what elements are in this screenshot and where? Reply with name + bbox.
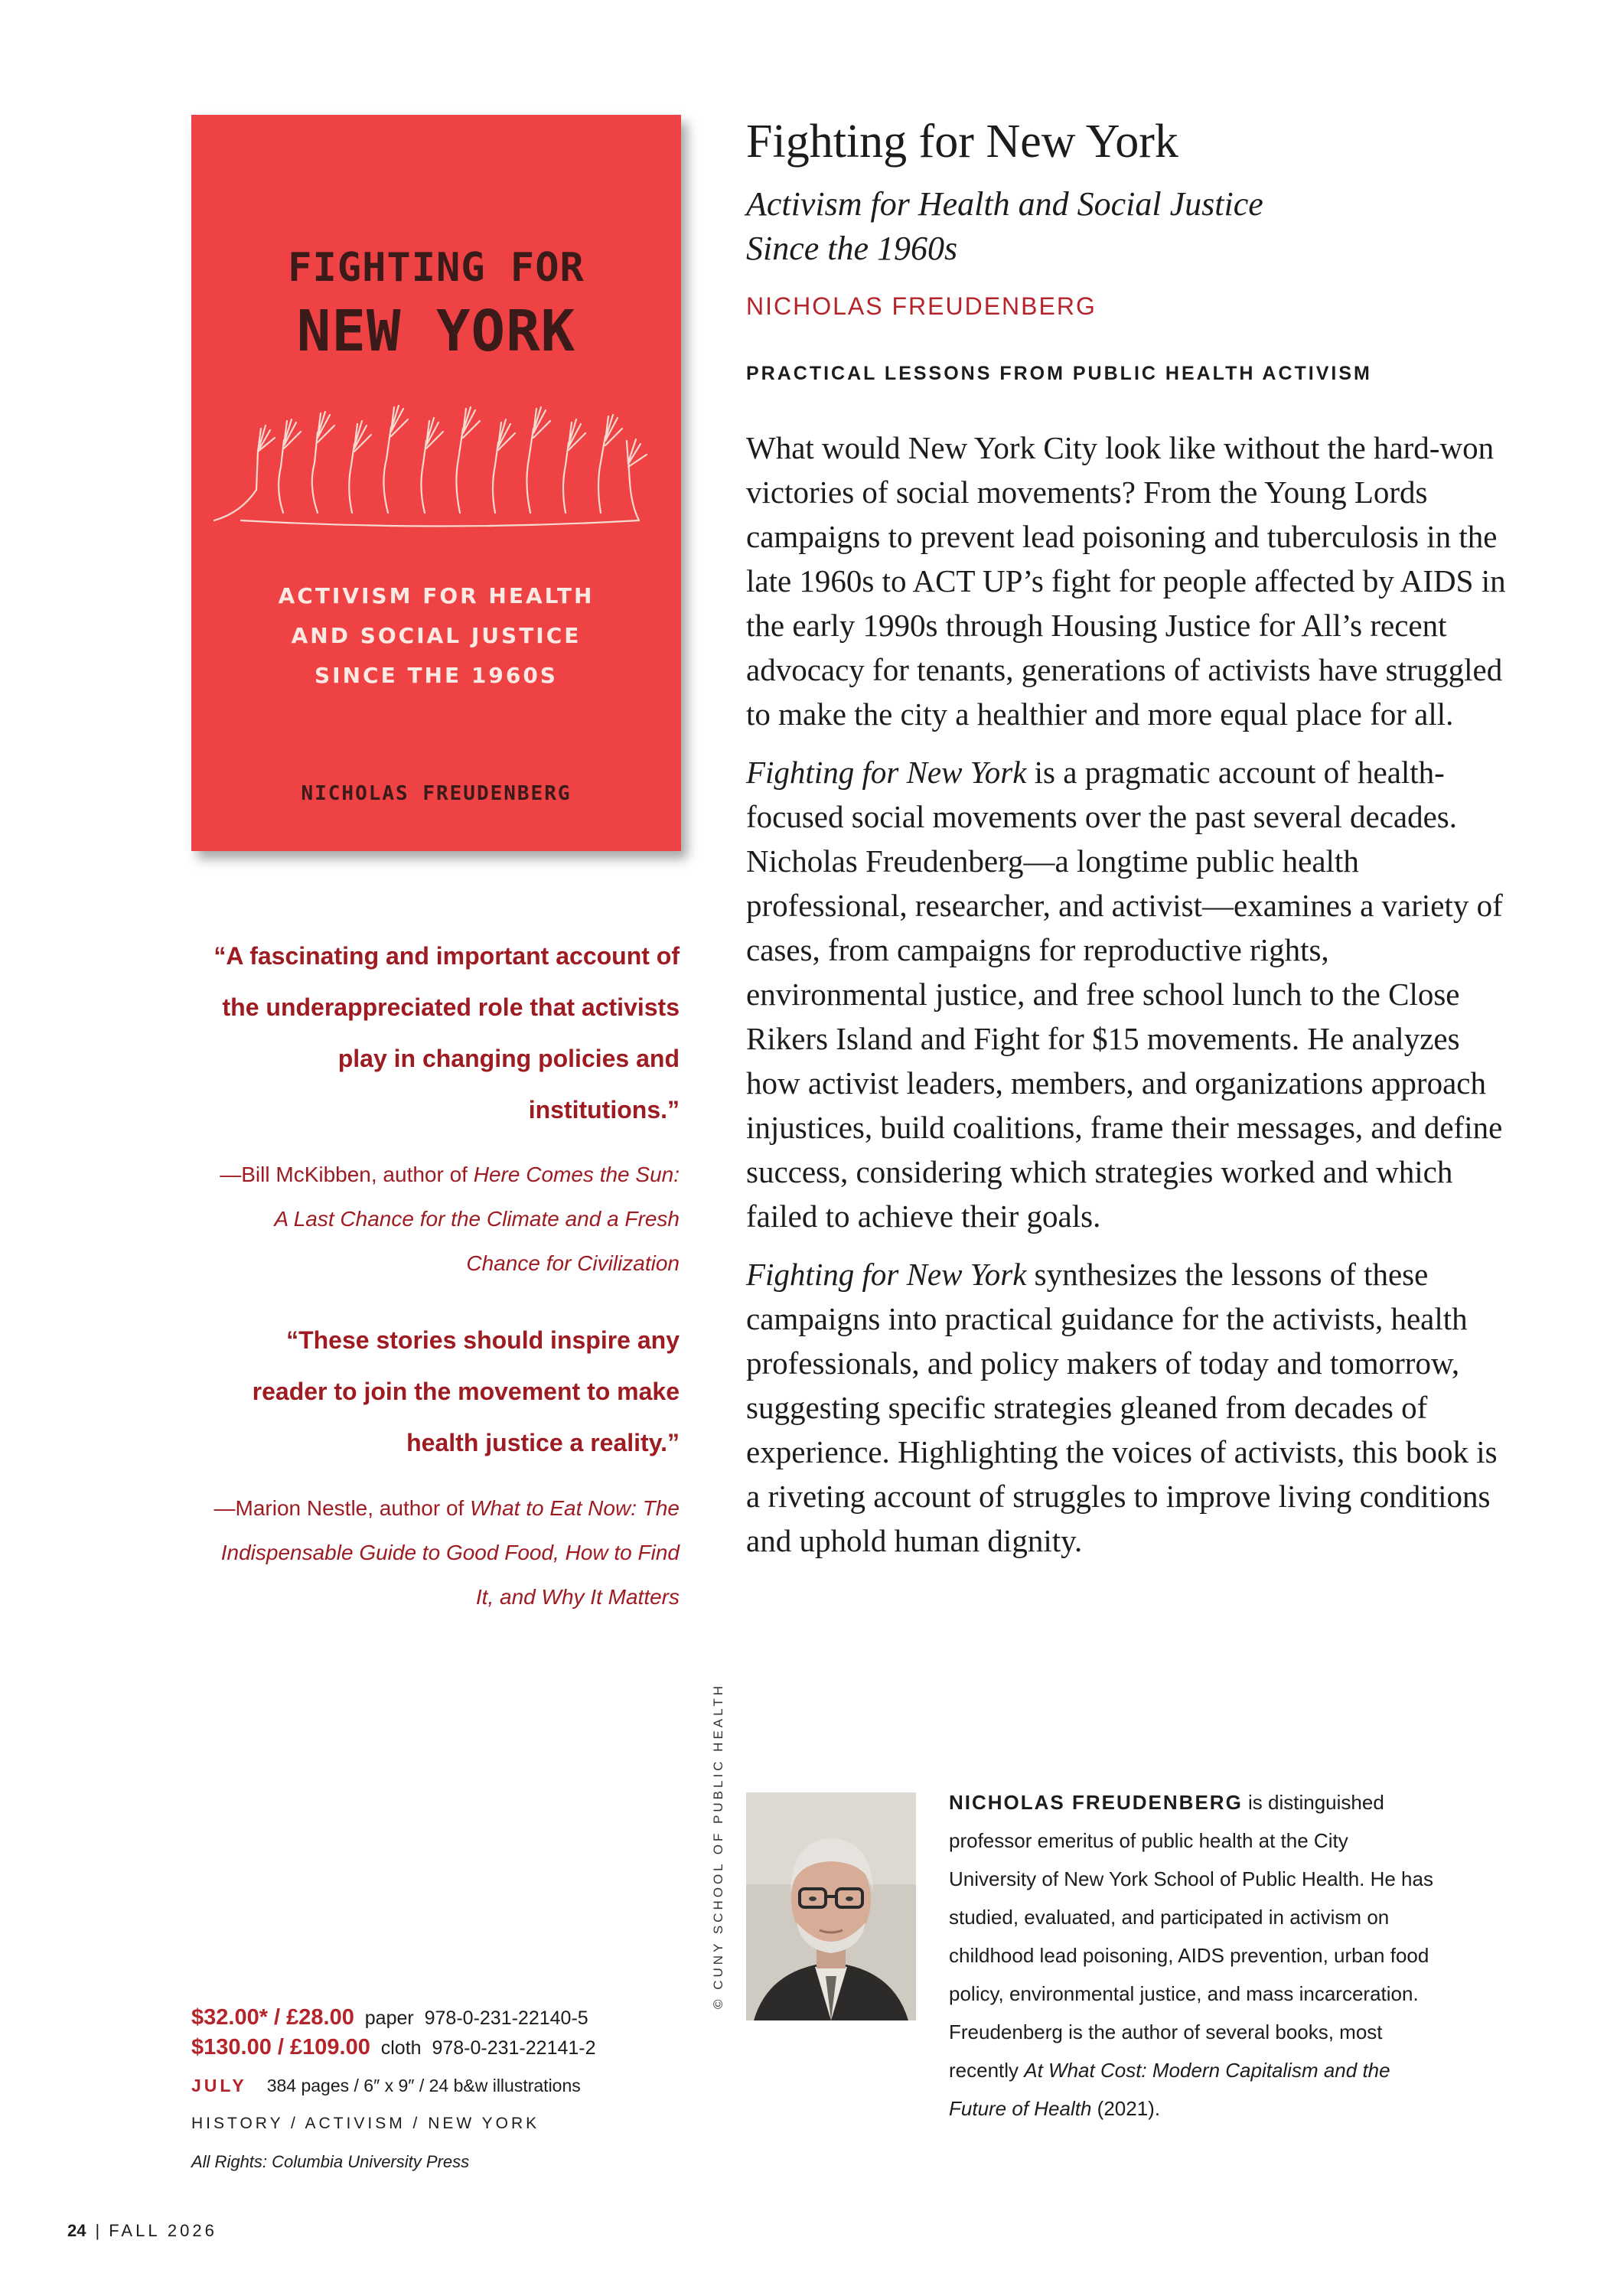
book-description bbox=[746, 426, 1511, 1577]
attribution-prefix: —Bill McKibben, author of bbox=[220, 1163, 474, 1186]
price-row-paper bbox=[191, 2005, 588, 2030]
footer-separator: | bbox=[95, 2221, 100, 2240]
cover-title-line2: NEW YORK bbox=[296, 298, 576, 364]
book-subtitle bbox=[746, 182, 1263, 271]
paper-label: paper bbox=[364, 2007, 414, 2029]
cloth-label: cloth bbox=[380, 2037, 422, 2059]
bio-recent-book: At What Cost: Modern Capitalism and the Future of Health bbox=[949, 2059, 1390, 2120]
paper-isbn: 978-0-231-22140-5 bbox=[424, 2007, 588, 2029]
page-number: 24 bbox=[67, 2221, 86, 2240]
cover-subtitle-line1: ACTIVISM FOR HEALTH bbox=[278, 583, 595, 608]
author-photo bbox=[746, 1792, 916, 2020]
subject-categories: HISTORY / ACTIVISM / NEW YORK bbox=[191, 2115, 540, 2132]
description-paragraph-3: Fighting for New York synthesizes the lessons of these campaigns into practical guidance for the activists, health professionals, and policy makers of today and tomorrow, suggesting specific strategies gleaned from decades of experience. Highlighting the voices of activists, this book is a riveting account of struggles to improve living conditions and uphold human dignity. bbox=[746, 1257, 1498, 1558]
book-subtitle-line2: Since the 1960s bbox=[746, 230, 958, 267]
raised-hands-illustration bbox=[210, 398, 662, 528]
bio-author-name: NICHOLAS FREUDENBERG bbox=[949, 1791, 1243, 1814]
publication-specs bbox=[191, 2076, 581, 2096]
cover-title-line1: FIGHTING FOR bbox=[288, 245, 585, 291]
cloth-price: $130.00 / £109.00 bbox=[191, 2035, 370, 2060]
price-row-cloth bbox=[191, 2035, 596, 2060]
rights-statement: All Rights: Columbia University Press bbox=[191, 2152, 470, 2171]
attribution-work: Here Comes the Sun: A Last Chance for the Climate and a Fresh Chance for Civilization bbox=[274, 1163, 680, 1275]
attribution-work: What to Eat Now: The Indispensable Guide to Good Food, How to Find It, and Why It Matters bbox=[220, 1496, 680, 1609]
book-tagline: PRACTICAL LESSONS FROM PUBLIC HEALTH ACTIVISM bbox=[746, 363, 1372, 384]
book-specs: 384 pages / 6″ x 9″ / 24 b&w illustrations bbox=[266, 2076, 581, 2095]
photo-credit: © CUNY SCHOOL OF PUBLIC HEALTH bbox=[711, 1683, 725, 2009]
description-paragraph-2: Fighting for New York is a pragmatic account of health-focused social movements over the past several decades. Nicholas Freudenberg—a longtime public health professional, researcher, and activist—examines a variety of cases, from campaigns for reproductive rights, environmental justice, and free school lunch to the Close Rikers Island and Fight for $15 movements. He analyzes how activist leaders, members, and organizations approach injustices, build coalitions, frame their messages, and define success, considering which strategies worked and which failed to achieve their goals. bbox=[746, 755, 1503, 1234]
inline-book-title: Fighting for New York bbox=[746, 1257, 1027, 1292]
paper-price: $32.00* / £28.00 bbox=[191, 2005, 354, 2030]
cover-subtitle-line3: SINCE THE 1960S bbox=[315, 663, 558, 688]
book-title: Fighting for New York bbox=[746, 116, 1178, 168]
cover-author: NICHOLAS FREUDENBERG bbox=[301, 782, 572, 805]
endorsement-attribution-2 bbox=[205, 1486, 680, 1619]
attribution-prefix: —Marion Nestle, author of bbox=[214, 1496, 471, 1520]
endorsement-attribution-1 bbox=[205, 1153, 680, 1286]
catalog-season: FALL 2026 bbox=[109, 2221, 217, 2240]
page-footer bbox=[67, 2221, 217, 2241]
endorsement-quote-1: “A fascinating and important account of the underappreciated role that activists play in changing policies and institutions.” bbox=[214, 942, 680, 1124]
author-portrait-illustration bbox=[746, 1792, 916, 2020]
book-cover bbox=[191, 115, 681, 851]
author-bio: NICHOLAS FREUDENBERG is distinguished professor emeritus of public health at the City University of New York School of Public Health. He has studied, evaluated, and participated in activism on childhood lead poisoning, AIDS prevention, urban food policy, environmental justice, and mass incarceration. Freudenberg is the author of several books, most recently At What Cost: Modern Capitalism and the Future of Health (2021). bbox=[949, 1791, 1433, 2120]
book-subtitle-line1: Activism for Health and Social Justice bbox=[746, 185, 1263, 223]
cloth-isbn: 978-0-231-22141-2 bbox=[432, 2037, 596, 2059]
endorsement-quote-2: “These stories should inspire any reader to join the movement to make health justice a reality.” bbox=[252, 1326, 680, 1456]
cover-subtitle-line2: AND SOCIAL JUSTICE bbox=[291, 623, 582, 648]
publication-month: JULY bbox=[191, 2076, 247, 2095]
book-author: NICHOLAS FREUDENBERG bbox=[746, 292, 1097, 320]
description-paragraph-1: What would New York City look like without the hard-won victories of social movements? From the Young Lords campaigns to prevent lead poisoning and tuberculosis in the late 1960s to ACT UP’s fight for people affected by AIDS in the early 1990s through Housing Justice for All’s recent advocacy for tenants, generations of activists have struggled to make the city a healthier and more equal place for all. bbox=[746, 430, 1506, 732]
inline-book-title: Fighting for New York bbox=[746, 755, 1027, 790]
